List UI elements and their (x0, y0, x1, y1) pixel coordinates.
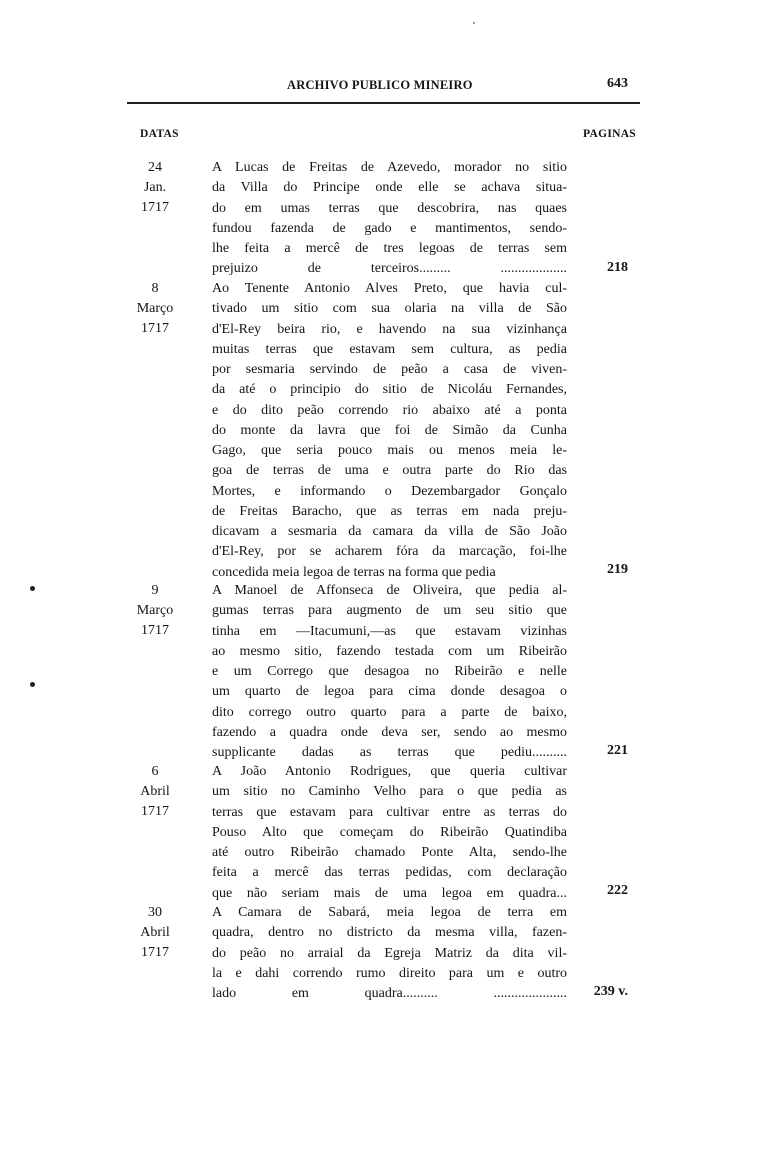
date-month: Abril (140, 784, 170, 799)
text-line: gumas terras para augmento de um seu sitio que (212, 603, 567, 619)
text-line: goa de terras de uma e outra parte do Rio das (212, 463, 567, 479)
entry-page: 219 (607, 562, 628, 577)
text-line: e do dito peão correndo rio abaixo até a ponta (212, 402, 567, 418)
text-line: um sitio no Caminho Velho para o que pedia as (212, 784, 567, 800)
text-line: fazendo a quadra onde deva ser, sendo ao mesmo (212, 724, 567, 740)
text-line: lhe feita a mercê de tres legoas de terras sem (212, 241, 567, 256)
entry-text (212, 581, 567, 763)
text-line: quadra, dentro no districto da mesma villa, fazen- (212, 925, 567, 941)
page-number: 643 (607, 76, 628, 91)
text-line: da até o principio do sitio de Nicoláu Fernandes, (212, 382, 567, 398)
entry-date (130, 903, 180, 963)
text-line: A Lucas de Freitas de Azevedo, morador no sitio (212, 160, 567, 175)
entry-date (130, 158, 180, 218)
header-rule (127, 102, 640, 104)
text-line: prejuizo de terceiros......... ................... (212, 261, 567, 277)
text-line: e um Corrego que desagoa no Ribeirão e nelle (212, 664, 567, 679)
entry-text (212, 903, 567, 1004)
date-year: 1717 (141, 200, 169, 215)
entry-page: 239 v. (593, 984, 628, 999)
date-year: 1717 (141, 804, 169, 819)
date-year: 1717 (141, 945, 169, 960)
text-line: supplicante dadas as terras que pediu.......... (212, 745, 567, 760)
text-line: lado em quadra.......... ..................... (212, 986, 567, 1001)
date-month: Março (136, 603, 174, 618)
text-line: do em umas terras que descobrira, nas quaes (212, 200, 567, 216)
entry-text (212, 158, 567, 280)
text-line: do peão no arraial da Egreja Matriz da dita vil- (212, 945, 567, 961)
text-line: fundou fazenda de gado e mantimentos, sendo- (212, 220, 567, 236)
text-line: um quarto de legoa para cima donde desagoa o (212, 684, 567, 700)
text-line: d'El-Rey beira rio, e havendo na sua vizinhança (212, 321, 567, 337)
date-day: 8 (151, 281, 159, 296)
text-line: Pouso Alto que começam do Ribeirão Quatindiba (212, 824, 567, 840)
text-line: da Villa do Principe onde elle se achava situa- (212, 180, 567, 196)
text-line: la e dahi correndo rumo direito para um e outro (212, 965, 567, 981)
text-line: dicavam a sesmaria da camara da villa de São João (212, 524, 567, 539)
date-year: 1717 (141, 623, 169, 638)
text-line: que não seriam mais de uma legoa em quadra... (212, 885, 567, 901)
text-line: A João Antonio Rodrigues, que queria cultivar (212, 764, 567, 779)
running-title: ARCHIVO PUBLICO MINEIRO (287, 78, 473, 92)
date-day: 24 (148, 160, 162, 175)
text-line: Mortes, e informando o Dezembargador Gonçalo (212, 483, 567, 499)
entry-text (212, 762, 567, 904)
date-day: 9 (151, 583, 159, 598)
text-line: tinha em —Itacumuni,—as que estavam vizinhas (212, 623, 567, 639)
date-month: Abril (140, 925, 170, 940)
entry-page: 218 (607, 260, 628, 275)
text-line: até outro Ribeirão chamado Ponte Alta, sendo-lhe (212, 845, 567, 860)
text-line: A Manoel de Affonseca de Oliveira, que pedia al- (212, 583, 567, 598)
text-line: Gago, que seria pouco mais ou menos meia le- (212, 443, 567, 458)
text-line: de Freitas Baracho, que as terras em nada preju- (212, 503, 567, 519)
column-header-pages: PAGINAS (583, 128, 637, 140)
text-line: muitas terras que estavam sem cultura, as pedia (212, 341, 567, 357)
text-line: do monte da lavra que foi de Simão da Cunha (212, 422, 567, 438)
column-header-dates: DATAS (140, 128, 179, 140)
text-line: Ao Tenente Antonio Alves Preto, que havia cul- (212, 281, 567, 296)
entry-page: 222 (607, 883, 628, 898)
text-line: por sesmaria servindo de peão a casa de viven- (212, 362, 567, 377)
entry-date (130, 581, 180, 641)
text-line: feita a mercê das terras pedidas, com declaração (212, 865, 567, 881)
date-month: Março (136, 301, 174, 316)
margin-dot (30, 586, 35, 591)
entry-date (130, 279, 180, 339)
entry-date (130, 762, 180, 822)
text-line: tivado um sitio com sua olaria na villa de São (212, 301, 567, 317)
entry-page: 221 (607, 743, 628, 758)
text-line: terras que estavam para cultivar entre as terras do (212, 804, 567, 820)
date-day: 6 (151, 764, 159, 779)
date-year: 1717 (141, 321, 169, 336)
text-line: d'El-Rey, por se acharem fóra da marcação, foi-lhe (212, 544, 567, 560)
text-line: dito corrego outro quarto para a parte de baixo, (212, 704, 567, 720)
text-line: ao mesmo sitio, fazendo testada com um Ribeirão (212, 643, 567, 659)
paper-speck (473, 22, 475, 24)
date-day: 30 (148, 905, 162, 920)
text-line: A Camara de Sabará, meia legoa de terra em (212, 905, 567, 920)
entry-text (212, 279, 567, 583)
date-month: Jan. (143, 180, 167, 195)
text-line: concedida meia legoa de terras na forma que pedia (212, 564, 496, 580)
margin-dot (30, 682, 35, 687)
